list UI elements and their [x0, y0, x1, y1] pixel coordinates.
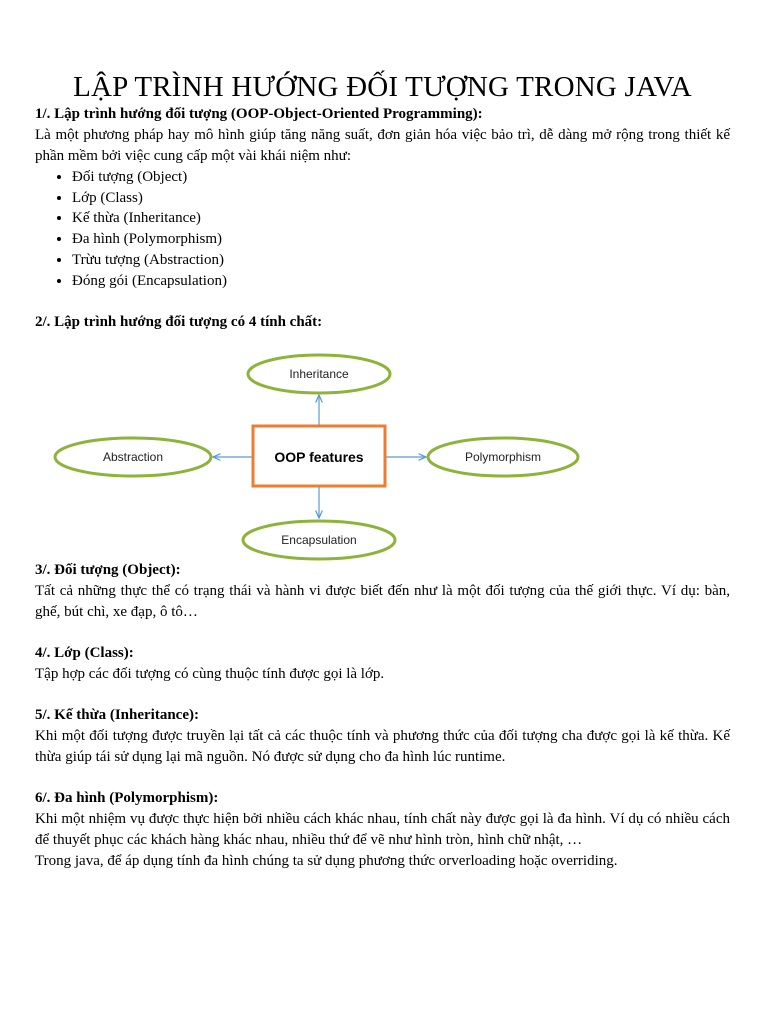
- section-4-heading: 4/. Lớp (Class):: [35, 645, 134, 662]
- list-item: • Kế thừa (Inheritance): [72, 208, 730, 229]
- list-item: • Trừu tượng (Abstraction): [72, 250, 730, 271]
- page-title: LẬP TRÌNH HƯỚNG ĐỐI TƯỢNG TRONG JAVA: [73, 71, 692, 103]
- list-item: • Đa hình (Polymorphism): [72, 229, 730, 250]
- document-page: [35, 0, 730, 872]
- section-2-heading: 2/. Lập trình hướng đối tượng có 4 tính chất:: [35, 314, 323, 331]
- encapsulation-label: Encapsulation: [281, 533, 357, 547]
- section-4-text: Tập hợp các đối tượng có cùng thuộc tính được gọi là lớp.: [35, 666, 385, 683]
- section-1-text: Là một phương pháp hay mô hình giúp tăng năng suất, đơn giản hóa việc bảo trì, dễ dàng mở rộng trong thiết kế phần mềm bởi việc cung cấp một vài khái niệm như:: [35, 127, 730, 164]
- oop-features-diagram: [35, 340, 730, 570]
- section-6-heading: 6/. Đa hình (Polymorphism):: [35, 790, 219, 807]
- inheritance-label: Inheritance: [289, 367, 349, 381]
- section-1-heading: 1/. Lập trình hướng đối tượng (OOP-Object-Oriented Programming):: [35, 106, 483, 122]
- section-6-text: Khi một nhiệm vụ được thực hiện bởi nhiều cách khác nhau, tính chất này được gọi là đa hình. Ví dụ có nhiều cách để thuyết phục các khách hàng khác nhau, nhiều thứ để vẽ như hình tròn, hình chữ nhật, …: [35, 811, 730, 849]
- section-3-heading: 3/. Đối tượng (Object):: [35, 562, 181, 579]
- section-5-heading: 5/. Kế thừa (Inheritance):: [35, 707, 199, 724]
- section-5-text: Khi một đối tượng được truyền lại tất cả các thuộc tính và phương thức của đối tượng cha được gọi là kế thừa. Kế thừa giúp tái sử dụng lại mã nguồn. Nó được sử dụng cho đa hình lúc runtime.: [35, 728, 730, 766]
- polymorphism-label: Polymorphism: [464, 450, 542, 464]
- list-item: • Đối tượng (Object): [72, 167, 730, 188]
- list-item: • Đóng gói (Encapsulation): [72, 271, 730, 292]
- section-6-text-2: Trong java, để áp dụng tính đa hình chúng ta sử dụng phương thức orverloading hoặc overriding.: [35, 853, 618, 870]
- abstraction-label: Abstraction: [102, 450, 164, 464]
- list-item: • Lớp (Class): [72, 188, 730, 209]
- concept-list: [35, 167, 730, 291]
- center-label: OOP features: [274, 449, 364, 465]
- section-3-text: Tất cả những thực thể có trạng thái và hành vi được biết đến như là một đối tượng của thế giới thực. Ví dụ: bàn, ghế, bút chì, xe đạp, ô tô…: [35, 583, 730, 621]
